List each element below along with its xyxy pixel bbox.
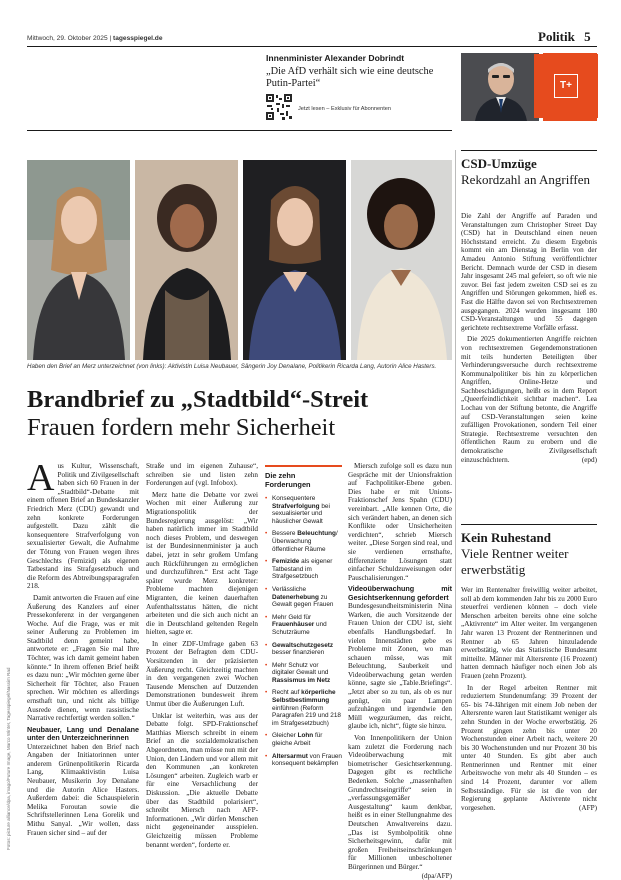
infobox-item (265, 495, 342, 525)
infobox-item (265, 530, 342, 553)
sidebar2-headline: Kein Ruhestand (461, 530, 551, 545)
photo-alice-hasters (351, 160, 452, 360)
photo-credit-text: Fotos: picture alliance/dpa, imago/Future Image, Marco Winter, Tagesspiegel/Nassim Rad (6, 667, 11, 850)
article-subheading: Videoüberwachung mit Gesichtserkennung gefordert (348, 584, 452, 602)
infobox-item-text: /Überwachung öffentlicher Räume (272, 530, 338, 553)
paragraph: In einer ZDF-Umfrage gaben 63 Prozent der Befragten dem CDU-Vorsitzenden in der präzisierten Äußerung recht. Gleichzeitig machten in den vergangenen zwei Wochen Tausende Menschen auf Dutzenden Demonstrationen bundesweit ihrem Unmut über die Äußerungen Luft. (146, 639, 258, 709)
separator: | (109, 35, 114, 42)
header-date (27, 35, 163, 42)
article-column-1 (27, 457, 139, 840)
infobox-item (265, 689, 342, 727)
infobox-item-text: Gleicher (272, 732, 298, 740)
agency-signature: (epd) (581, 455, 597, 464)
date-text: Mittwoch, 29. Oktober 2025 (27, 35, 108, 42)
promo-title[interactable]: „Die AfD verhält sich wie eine deutsche Putin-Partei“ (266, 66, 434, 89)
paragraph: Merz hatte die Debatte vor zwei Wochen mit einer Äußerung zur Migrationspolitik der Bundesregierung ausgelöst: „Wir haben natürlich immer im Stadtbild noch dieses Problem, und deswegen ist der Bundesinnenminister ja auch dabei, jetzt in sehr großem Umfang auch Rückführungen zu ermöglichen und durchzuführen.“ Erst acht Tage später wurde Merz konkreter: Probleme machten diejenigen Migranten, die keinen dauerhaften Aufenthaltsstatus hätten, die nicht arbeiteten und die sich auch nicht an die in Deutschland geltenden Regeln hielten, sagte er. (146, 490, 258, 637)
paragraph: Bundesgesundheitsministerin Nina Warken, die auch Vorsitzende der Frauen Union der CDU ist, sieht ebenfalls Handlungsbedarf. In vielen Innenstädten gebe es Probleme mit Zonen, wo man schauen müsse, was mit Beleuchtung, Sauberkeit und Videoüberwachung getan werden könne, sagte sie „Table.Briefings“. „Jetzt aber so zu tun, als ob es nur genügt, ein paar Lampen aufzuhängen und irgendwie den Müll wegzuräumen, das reicht, glaube ich, nicht“, fügte sie hinzu. (348, 602, 452, 731)
sidebar-divider (455, 150, 456, 850)
infobox-item-keyword: Beleuchtung (297, 530, 336, 538)
photo-lang-illustration (243, 160, 346, 360)
paragraph-text: Die 2025 dokumentierten Angriffe reichten von rechtsextremen Gegendemonstrationen mit teils hunderten Beteiligten über Verhinderungsversuche durch rechtsextreme Kommunalpolitiker bis hin zu körperlichen Angriffen, Online-Hetze und Sachbeschädigungen, heißt es in dem Report „Queerfeindlichkeit sichtbar machen“. Lea Lochau von der Stiftung betonte, die Angriffe auf CSD-Veranstaltungen seien keine zufälligen Provokationen, sondern Teil einer Strategie. Rechtsextreme versuchten den öffentlichen Raum zu erobern und die demokratische Zivilgesellschaft einzuschüchtern. (461, 335, 597, 464)
paragraph (461, 684, 597, 813)
infobox-item-keyword: Rassismus im Netz (272, 676, 331, 684)
dobrindt-portrait (461, 53, 539, 121)
infobox-item (265, 662, 342, 685)
article-column-2 (146, 462, 258, 852)
infobox-item-text: Mehr Schutz vor digitaler Gewalt und (272, 661, 329, 677)
agency-signature: (dpa/AFP) (421, 871, 452, 880)
lead-paragraph (27, 457, 139, 591)
dropcap: A (27, 457, 55, 499)
infobox-item-keyword: Gewaltschutzgesetz (272, 641, 334, 649)
infobox-title: Die zehn Forderungen (265, 471, 311, 489)
infobox-list (265, 495, 342, 768)
infobox-item (265, 558, 342, 581)
infobox-item-keyword: Strafverfolgung (272, 502, 320, 510)
infobox (265, 471, 342, 773)
photo-neubauer-illustration (27, 160, 130, 360)
infobox-item-text: besser finanzieren (272, 649, 325, 657)
infobox-item-text: Verlässliche (272, 585, 307, 593)
infobox-item (265, 732, 342, 747)
photo-denalane-illustration (135, 160, 238, 360)
qr-code-icon[interactable] (266, 94, 292, 120)
infobox-item (265, 614, 342, 637)
qr-pattern (266, 94, 292, 120)
paragraph (461, 335, 597, 464)
paragraph: Die Zahl der Angriffe auf Paraden und Veranstaltungen zum Christopher Street Day (CSD) hat in Deutschland einen neuen Höchststand erreicht. Zu diesem Ergebnis kommt ein am Dienstag in Berlin von der Amadeu Antonio Stiftung veröffentlichter Bericht. Demnach wurde der CSD in diesem Jahr insgesamt 245 mal gefeiert, so oft wie nie zuvor. Bei fast jedem zweiten CSD sei es zu Angriffen und Störungen gekommen, hieß es. Fast die Hälfte davon sei von Rechtsextremen ausgegangen. 2024 wurden insgesamt 180 CSD-Veranstaltungen und 55 dagegen gerichtete rechtsextreme Vorfälle erfasst. (461, 212, 597, 332)
article-headline: Brandbrief zu „Stadtbild“-Streit (27, 386, 369, 413)
infobox-item-text: Bessere (272, 530, 298, 538)
infobox-item-keyword: Lohn (297, 732, 314, 740)
portrait-illustration (461, 53, 539, 121)
paragraph: Unterzeichnet haben den Brief nach Angaben der Initiatorinnen unter anderem Grünenpolitikerin Ricarda Lang, Klimaaktivistin Luisa Neubauer, Musikerin Joy Denalane und die Autorin Alice Hasters. Außerdem dabei: die Schauspielerin Melika Foroutan sowie die Schriftstellerinnen Lena Gorelik und Mithu Sanyal. „Wir wollen, dass Frauen sicher sind – auf der (27, 742, 139, 837)
section-name: Politik (538, 29, 575, 44)
paragraph-text: Von Innenpolitikern der Union kam zuletzt die Forderung nach Videoüberwachung mit biometrischer Gesichtserkennung. Dagegen gibt es rechtliche Bedenken. Solche „massenhaften Grundrechtseingriffe“ seien in „verfassungsgemäßer Ausgestaltung“ kaum denkbar, heißt es in einer Stellungnahme des Deutschen Anwaltvereins dazu. „Das ist Symbolpolitik ohne Sicherheitsgewinn, dafür mit großen Freiheitseinschränkungen für Millionen unbescholtener Bürgerinnen und Bürger.“ (348, 734, 452, 871)
tplus-badge[interactable]: T+ (554, 74, 578, 98)
promo-kicker[interactable]: Innenminister Alexander Dobrindt (266, 53, 405, 63)
paragraph: Straße und im eigenen Zuhause“, schreiben sie und listen zehn Forderungen auf (vgl. Infobox). (146, 462, 258, 488)
infobox-item-text: für gleiche Arbeit (272, 732, 323, 748)
photo-joy-denalane (135, 160, 238, 360)
infobox-item-keyword: körperliche Selbstbestimmung (272, 689, 336, 705)
photo-ricarda-lang (243, 160, 346, 360)
promo-cta[interactable]: Jetzt lesen – Exklusiv für Abonnenten (298, 106, 391, 112)
photo-caption: Haben den Brief an Merz unterzeichnet (von links): Aktivistin Luisa Neubauer, Sängerin Joy Denalane, Politikerin Ricarda Lang, Autorin Alice Hasters. (27, 363, 437, 370)
paragraph: Damit antworten die Frauen auf eine Äußerung des Kanzlers auf einer Pressekonferenz in der vergangenen Woche. Auf die Frage, was er mit seiner Äußerung zu Problemen im Stadtbild denn gemeint habe, antwortete er: „Fragen Sie mal Ihre Töchter, was ich damit gemeint haben könnte.“ In ihrem offenen Brief heißt es dazu nun: „Wir möchten gerne über Sicherheit für Töchter, also Frauen sprechen. Wir möchten es allerdings ernsthaft tun, und nicht als billige Ausrede dienen, wenn rassistische Narrative rechtfertigt werden sollen.“ (27, 593, 139, 723)
photo-hasters-illustration (351, 160, 452, 360)
infobox-item-text: Recht auf (272, 689, 302, 697)
infobox-item-keyword: Datenerhebung (272, 593, 319, 601)
infobox-item-text: zu Gewalt gegen Frauen (272, 593, 334, 609)
sidebar1-subhead: Rekordzahl an Angriffen (461, 172, 590, 187)
article-column-4 (348, 462, 452, 880)
infobox-item (265, 753, 342, 768)
infobox-item-text: Mehr Geld für (272, 613, 312, 621)
infobox-item-keyword: Frauenhäuser (272, 621, 315, 629)
photo-credit (6, 470, 14, 850)
infobox-item-keyword: Femizide (272, 558, 300, 566)
promo-rule (27, 130, 452, 131)
paragraph (348, 734, 452, 880)
lead-text: us Kultur, Wissenschaft, Politik und Zivilgesellschaft haben sich 60 Frauen in der „Stadtbild“-Debatte mit einem offenen Brief an Bundeskanzler Friedrich Merz (CDU) gewandt und zehn konkrete Forderungen aufgestellt. Dazu zählt die konsequentere Strafverfolgung von sexualisierter Gewalt, die Aufnahme der Tötung von Frauen wegen ihres Geschlechts (Femizid) als eigenen Tatbestand ins Strafgesetzbuch und die Reform des Abtreibungsparagrafen 218. (27, 462, 139, 591)
sidebar2-body (461, 586, 597, 815)
infobox-item-text: als eigener Tatbestand im Strafgesetzbuch (272, 558, 333, 581)
infobox-item-text: von Frauen konsequent bekämpfen (272, 752, 342, 768)
header-rule (27, 46, 597, 47)
infobox-item-text: und Schutzräume (272, 621, 327, 636)
photo-luisa-neubauer (27, 160, 130, 360)
infobox-item-text: bei sexualisierter und häuslicher Gewalt (272, 502, 330, 525)
agency-signature: (AFP) (579, 803, 597, 812)
paragraph: Unklar ist weiterhin, was aus der Debatte folgt. SPD-Fraktionschef Matthias Miersch schreibt in einem Brief an die sozialdemokratischen Abgeordneten, man müsse nun mit der Union, den Ländern und vor allem mit den Kommunen „an konkreten Lösungen“ arbeiten. Zugleich warb er für eine Versachlichung der Diskussion. „Die aktuelle Debatte über das Stadtbild polarisiert“, schreibt Miersch nach AFP-Informationen. „Wir dürfen Menschen nicht gegeneinander ausspielen. Gleichzeitig müssen Probleme benannt werden“, forderte er. (146, 711, 258, 849)
infobox-item (265, 642, 342, 657)
page-number: 5 (584, 29, 591, 44)
infobox-item-keyword: Altersarmut (272, 752, 308, 760)
sidebar1-headline: CSD-Umzüge (461, 156, 537, 171)
section-label (538, 29, 591, 45)
infobox-item (265, 586, 342, 609)
article-subheading: Neubauer, Lang und Denalane unter den Unterzeichnerinnen (27, 724, 139, 743)
sidebar2-subhead: Viele Rentner weiter erwerbstätig (461, 546, 569, 577)
infobox-item-text: einführen (Reform Paragrafen 219 und 218 im Strafgesetzbuch) (272, 704, 341, 727)
sidebar1-rule (461, 150, 597, 151)
article-subhead: Frauen fordern mehr Sicherheit (27, 414, 336, 441)
infobox-top-rule (265, 465, 342, 467)
site-name: tagesspiegel.de (113, 35, 163, 42)
sidebar1-body (461, 212, 597, 467)
paragraph-text: In der Regel arbeiten Rentner mit reduziertem Stundenumfang: 39 Prozent der 65- bis 74-Jährigen mit einem Job neben der Altersrente waren laut Statistikamt weniger als zehn Stunden in der Woche erwerbstätig. 26 Prozent gingen zehn bis unter 20 Wochenstunden einer Arbeit nach, weitere 20 bis 30 Wochenstunden und nur Prozent 30 bis unter 40 Stunden. Es gibt aber auch Rentnerinnen und Rentner mit einer Arbeitswoche von mehr als 40 Stunden – es sind 14 Prozent, darunter vor allem Selbstständige. Für sie ist die von der Regierung geplante Aktivrente nicht vorgesehen. (461, 683, 597, 812)
paragraph: Miersch zufolge soll es dazu nun Gespräche mit der Unionsfraktion auf Fachpolitiker-Ebene geben. Dies habe er mit Unions-Fraktionschef Jens Spahn (CDU) vereinbart. „Alle kennen Orte, die sich verändert haben, an denen sich Konflikte oder Unsicherheiten verdichten“, schrieb Miersch weiter. „Diese Sorgen sind real, und sie verdienen ernsthafte, differenzierte Lösungen statt einfacher Schuldzuweisungen oder Pauschalisierungen.“ (348, 462, 452, 582)
sidebar2-rule (461, 524, 597, 525)
paragraph: Wer im Rentenalter freiwillig weiter arbeitet, soll ab dem kommenden Jahr bis zu 2000 Euro steuerfrei verdienen können – doch viele Menschen arbeiten bereits ohne eine solche „Aktivrente“ im Alter weiter. Im vergangenen Jahr waren 13 Prozent der Rentnerinnen und Rentner ab 65 Jahren hinzuladende erwerbstätig, wie das Statistische Bundesamt mitteilte. Männer mit Altersrente (16 Prozent) hatten demnach häufiger noch einen Job als Frauen (zehn Prozent). (461, 586, 597, 680)
infobox-item-text: Konsequentere (272, 495, 316, 502)
